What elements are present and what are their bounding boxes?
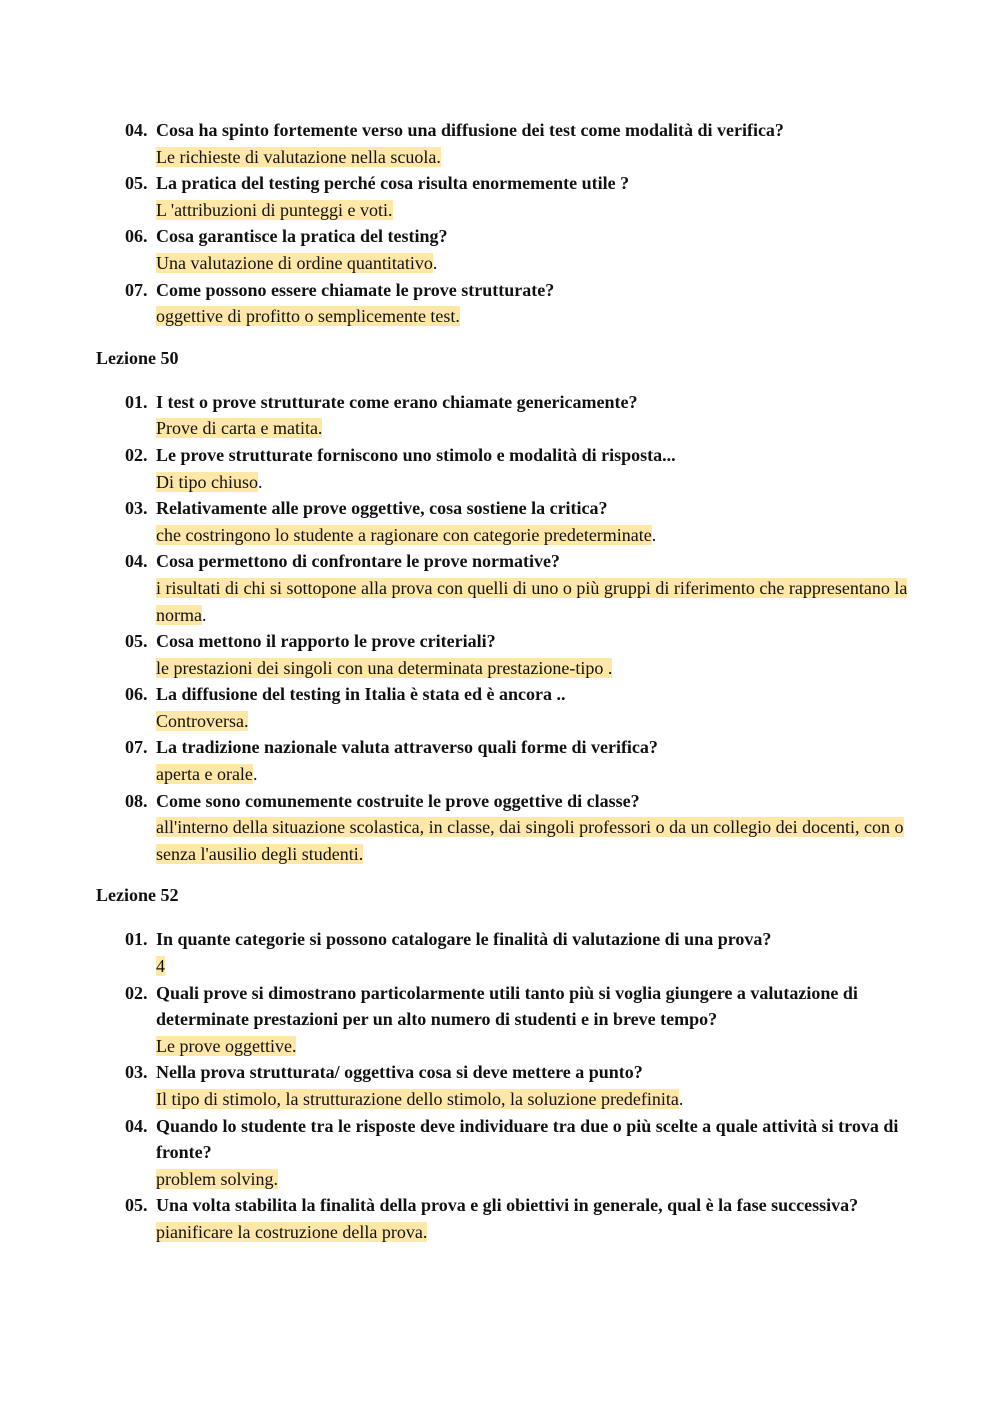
answer-highlight: i risultati di chi si sottopone alla prova con quelli di uno o più gruppi di riferimento che rappresentano la norma — [156, 577, 908, 625]
answer-tail: . — [252, 764, 258, 785]
question-number: 07. — [125, 279, 148, 300]
question-item — [96, 681, 910, 734]
answer — [156, 303, 910, 330]
answer — [156, 469, 910, 496]
question-text: La diffusione del testing in Italia è stata ed è ancora .. — [156, 684, 566, 705]
answer — [156, 953, 910, 980]
question-number: 04. — [125, 551, 148, 572]
question-item — [96, 734, 910, 787]
question-item — [96, 1059, 910, 1112]
answer-highlight: aperta e orale — [156, 764, 253, 785]
answer-highlight: oggettive di profitto o semplicemente test. — [156, 306, 460, 327]
question-item — [96, 495, 910, 548]
question-text: In quante categorie si possono catalogare le finalità di valutazione di una prova? — [156, 929, 772, 950]
question-text: Cosa permettono di confrontare le prove normative? — [156, 551, 560, 572]
answer-tail: . — [651, 524, 657, 545]
answer — [156, 250, 910, 277]
question-item — [96, 389, 910, 442]
answer-highlight: Il tipo di stimolo, la strutturazione dello stimolo, la soluzione predefinita — [156, 1089, 679, 1109]
answer — [156, 522, 910, 549]
question-number: 07. — [125, 737, 148, 758]
question-text: Quando lo studente tra le risposte deve individuare tra due o più scelte a quale attività si trova di fronte? — [156, 1115, 899, 1163]
answer — [156, 1219, 910, 1246]
document-content — [96, 117, 910, 1246]
question-number: 05. — [125, 631, 148, 652]
question-item — [96, 1192, 910, 1245]
question-text: Relativamente alle prove oggettive, cosa sostiene la critica? — [156, 498, 608, 519]
question-item — [96, 442, 910, 495]
question-text: Le prove strutturate forniscono uno stimolo e modalità di risposta... — [156, 444, 676, 465]
question-text: La pratica del testing perché cosa risulta enormemente utile ? — [156, 173, 630, 194]
answer — [156, 197, 910, 224]
question-number: 04. — [125, 1115, 148, 1136]
question-text: Una volta stabilita la finalità della prova e gli obiettivi in generale, qual è la fase successiva? — [156, 1195, 859, 1216]
answer — [156, 575, 910, 628]
question-number: 04. — [125, 120, 148, 140]
lesson-title: Lezione 52 — [96, 885, 179, 906]
question-item — [96, 277, 910, 330]
answer-highlight: che costringono lo studente a ragionare con categorie predeterminate — [156, 524, 652, 545]
question-text: Cosa ha spinto fortemente verso una diffusione dei test come modalità di verifica? — [156, 120, 784, 140]
question-number: 05. — [125, 173, 148, 194]
question-text: I test o prove strutturate come erano chiamate genericamente? — [156, 391, 638, 412]
question-item — [96, 788, 910, 868]
answer-highlight: Le richieste di valutazione nella scuola. — [156, 146, 441, 167]
answer — [156, 761, 910, 788]
question-text: Quali prove si dimostrano particolarmente utili tanto più si voglia giungere a valutazione di determinate prestazioni per un alto numero di studenti e in breve tempo? — [156, 982, 858, 1030]
question-number: 03. — [125, 498, 148, 519]
answer — [156, 144, 910, 171]
answer — [156, 655, 910, 682]
answer-highlight: pianificare la costruzione della prova. — [156, 1221, 428, 1242]
question-number: 02. — [125, 982, 148, 1003]
question-item — [96, 548, 910, 628]
question-number: 01. — [125, 391, 148, 412]
answer-tail: . — [678, 1089, 684, 1109]
question-number: 06. — [125, 684, 148, 705]
question-number: 05. — [125, 1195, 148, 1216]
answer-tail: . — [258, 471, 263, 492]
lesson-section — [96, 345, 910, 868]
question-number: 06. — [125, 226, 148, 247]
question-list — [96, 117, 910, 330]
answer — [156, 1033, 910, 1060]
answer — [156, 1086, 910, 1113]
question-number: 01. — [125, 929, 148, 950]
lesson-section — [96, 882, 910, 1245]
answer-highlight: problem solving. — [156, 1168, 278, 1189]
lesson-title: Lezione 50 — [96, 347, 179, 368]
question-number: 08. — [125, 790, 148, 811]
question-text: Come possono essere chiamate le prove strutturate? — [156, 279, 555, 300]
answer-highlight: all'interno della situazione scolastica, in classe, dai singoli professori o da un collegio dei docenti, con o senza l'ausilio degli studenti. — [156, 817, 904, 864]
question-item — [96, 170, 910, 223]
answer-highlight: Le prove oggettive. — [156, 1035, 297, 1056]
question-item — [96, 117, 910, 170]
answer-highlight: L 'attribuzioni di punteggi e voti. — [156, 199, 393, 220]
answer-highlight: Una valutazione di ordine quantitativo — [156, 252, 433, 273]
question-text: Come sono comunemente costruite le prove oggettive di classe? — [156, 790, 640, 811]
answer-tail: . — [432, 252, 438, 273]
question-text: La tradizione nazionale valuta attraverso quali forme di verifica? — [156, 737, 658, 758]
answer — [156, 1166, 910, 1193]
answer-highlight: Di tipo chiuso — [156, 471, 258, 492]
question-list — [96, 926, 910, 1245]
question-item — [96, 223, 910, 276]
question-item — [96, 1113, 910, 1193]
answer — [156, 814, 910, 867]
question-text: Cosa mettono il rapporto le prove criteriali? — [156, 631, 496, 652]
question-text: Cosa garantisce la pratica del testing? — [156, 226, 448, 247]
answer-highlight: le prestazioni dei singoli con una determinata prestazione-tipo . — [156, 657, 613, 678]
lesson-section — [96, 117, 910, 330]
answer-highlight: Prove di carta e matita. — [156, 418, 323, 439]
question-item — [96, 980, 910, 1060]
answer-highlight: Controversa. — [156, 710, 249, 731]
question-text: Nella prova strutturata/ oggettiva cosa si deve mettere a punto? — [156, 1062, 643, 1083]
answer — [156, 415, 910, 442]
question-number: 02. — [125, 444, 148, 465]
answer — [156, 708, 910, 735]
question-number: 03. — [125, 1062, 148, 1083]
question-item — [96, 628, 910, 681]
answer-tail: . — [201, 604, 207, 625]
answer-highlight: 4 — [156, 956, 165, 977]
question-item — [96, 926, 910, 979]
question-list — [96, 389, 910, 868]
